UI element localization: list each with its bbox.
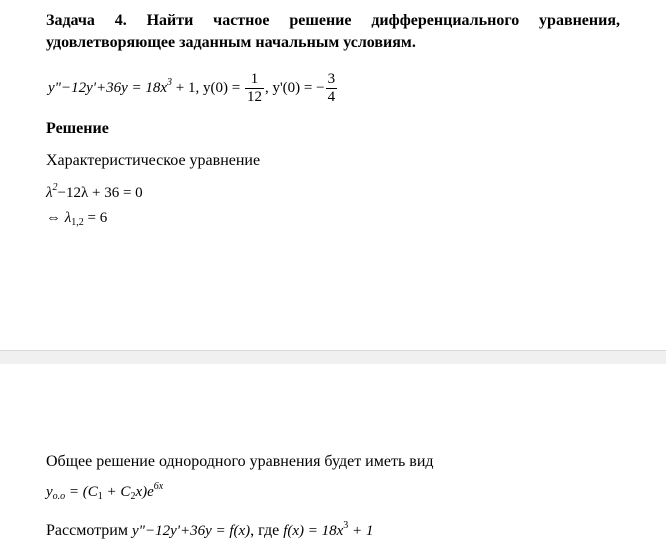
fx-tail: + 1 [348, 523, 374, 539]
equivalence-arrow-icon: ⇔ [46, 210, 61, 226]
general-solution-rhs: = (C [65, 484, 98, 500]
fraction-one-twelfth [245, 71, 264, 106]
task-line-1: Задача 4. Найти частное решение дифференциального уравнения, [46, 12, 620, 29]
x-exp-base: x)e [135, 484, 154, 500]
consider-prefix: Рассмотрим [46, 522, 132, 539]
initial-value-equation [48, 71, 338, 106]
equation-after-fraction: , y'(0) = − [264, 79, 325, 96]
page-break [0, 350, 666, 365]
characteristic-equation-label: Характеристическое уравнение [46, 152, 261, 169]
fraction-numerator: 3 [327, 71, 336, 87]
general-solution-label: Общее решение однородного уравнения будет иметь вид [46, 453, 434, 470]
fx-exponent: 3 [343, 520, 349, 531]
exponent-6x: 6x [153, 481, 164, 492]
characteristic-equation [46, 182, 143, 202]
fraction-denominator: 12 [246, 89, 262, 105]
lambda-exponent: 2 [52, 182, 58, 193]
fx-definition: f(x) = 18x [283, 523, 344, 539]
nonhomogeneous-equation: y"−12y'+36y = f(x) [132, 523, 251, 539]
roots-value: = 6 [83, 210, 108, 226]
c2-subscript: 2 [130, 491, 136, 502]
c1-subscript: 1 [97, 491, 103, 502]
consider-line [46, 522, 373, 540]
task-statement [46, 10, 620, 54]
fraction-denominator: 4 [327, 89, 336, 105]
lambda-subscript: 1,2 [71, 217, 84, 228]
consider-where: , где [250, 522, 284, 539]
task-line-2: удовлетворяющее заданным начальным условиям. [46, 34, 416, 51]
roots-equation [46, 210, 107, 227]
y-symbol: y [46, 484, 53, 500]
fraction-three-quarters [326, 71, 338, 106]
equation-lhs: y"−12y'+36y = 18x [48, 79, 168, 96]
general-solution-formula [46, 481, 164, 502]
document-page-bottom [0, 364, 666, 555]
equation-exponent: 3 [167, 76, 173, 88]
fraction-numerator: 1 [245, 71, 264, 89]
lambda-symbol: λ [64, 210, 72, 226]
solution-heading: Решение [46, 120, 109, 137]
y-subscript: o.o [52, 491, 66, 502]
characteristic-equation-rest: −12λ + 36 = 0 [57, 185, 143, 201]
lambda-symbol: λ [46, 185, 53, 201]
plus-c: + C [102, 484, 131, 500]
equation-middle: + 1, y(0) = [172, 79, 244, 96]
